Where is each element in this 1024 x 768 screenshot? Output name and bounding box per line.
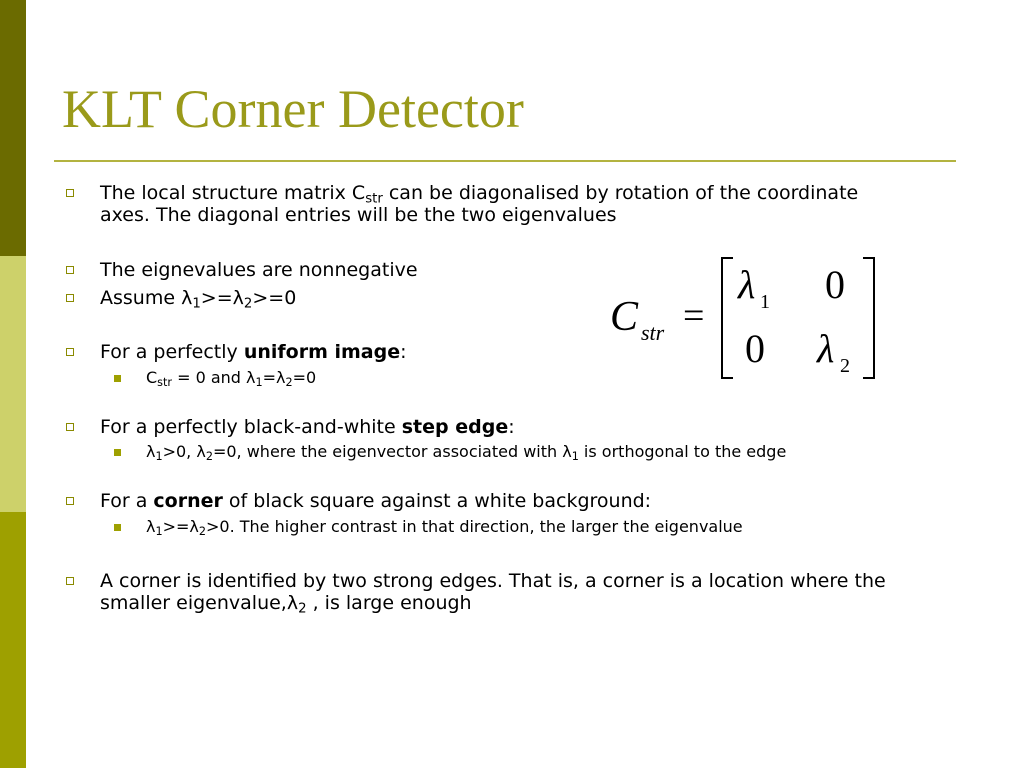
bullet-item-assume: Assume $\lambda_1>=\lambda_2>=0$ (100, 287, 297, 312)
bullet-item-corner-definition: A corner is identified by two strong edges. That is, a corner is a location where the smaller $eigenvalue,\lambda_2$ , is large enough (100, 570, 886, 617)
structure-matrix-equation (605, 250, 895, 380)
equation-lhs: C (610, 294, 639, 340)
subbullet-icon (114, 375, 121, 382)
bullet-icon (66, 189, 74, 197)
decor-band-middle (0, 256, 26, 512)
bullet-item-nonnegative: The eignevalues are nonnegative (100, 259, 418, 281)
title-divider (54, 160, 956, 162)
bullet-icon (66, 423, 74, 431)
matrix-entry-11: λ (738, 262, 756, 307)
bullet-item-step-edge: For a perfectly black-and-white step edge: (100, 416, 515, 438)
subbullet-item-uniform: $C_{str} = 0$ and $\lambda_1=\lambda_2=0$ (146, 368, 317, 389)
bullet-item-corner: For a corner of black square against a white background: (100, 490, 652, 512)
bullet-item-structure-matrix: The local structure matrix $C_{str}$ can be diagonalised by rotation of the coordinate axes. The diagonal entries will be the two eigenvalues (100, 182, 859, 226)
decor-band-top (0, 0, 26, 256)
matrix-entry-21: 0 (745, 326, 765, 371)
bullet-icon (66, 577, 74, 585)
matrix-entry-12: 0 (825, 262, 845, 307)
right-bracket (863, 258, 874, 378)
matrix-entry-22-subscript: 2 (840, 355, 850, 377)
bullet-icon (66, 294, 74, 302)
matrix-entry-11-subscript: 1 (760, 291, 770, 313)
bullet-icon (66, 497, 74, 505)
equation-lhs-subscript: str (641, 320, 665, 345)
equation-equals: = (683, 295, 705, 337)
left-bracket (722, 258, 733, 378)
slide-title: KLT Corner Detector (62, 79, 524, 139)
bullet-item-uniform-image: For a perfectly uniform image: (100, 341, 407, 363)
bullet-icon (66, 266, 74, 274)
bullet-icon (66, 348, 74, 356)
matrix-entry-22: λ (817, 326, 835, 371)
subbullet-icon (114, 524, 121, 531)
subbullet-item-step-edge: $\lambda_1>0$, $\lambda_2=0$, where the eigenvector associated with $\lambda_1$ is orthogonal to the edge (146, 442, 787, 463)
subbullet-icon (114, 449, 121, 456)
decor-band-bottom (0, 512, 26, 768)
subbullet-item-corner: $\lambda_1>=\lambda_2>0$. The higher contrast in that direction, the larger the eigenvalue (146, 517, 743, 538)
